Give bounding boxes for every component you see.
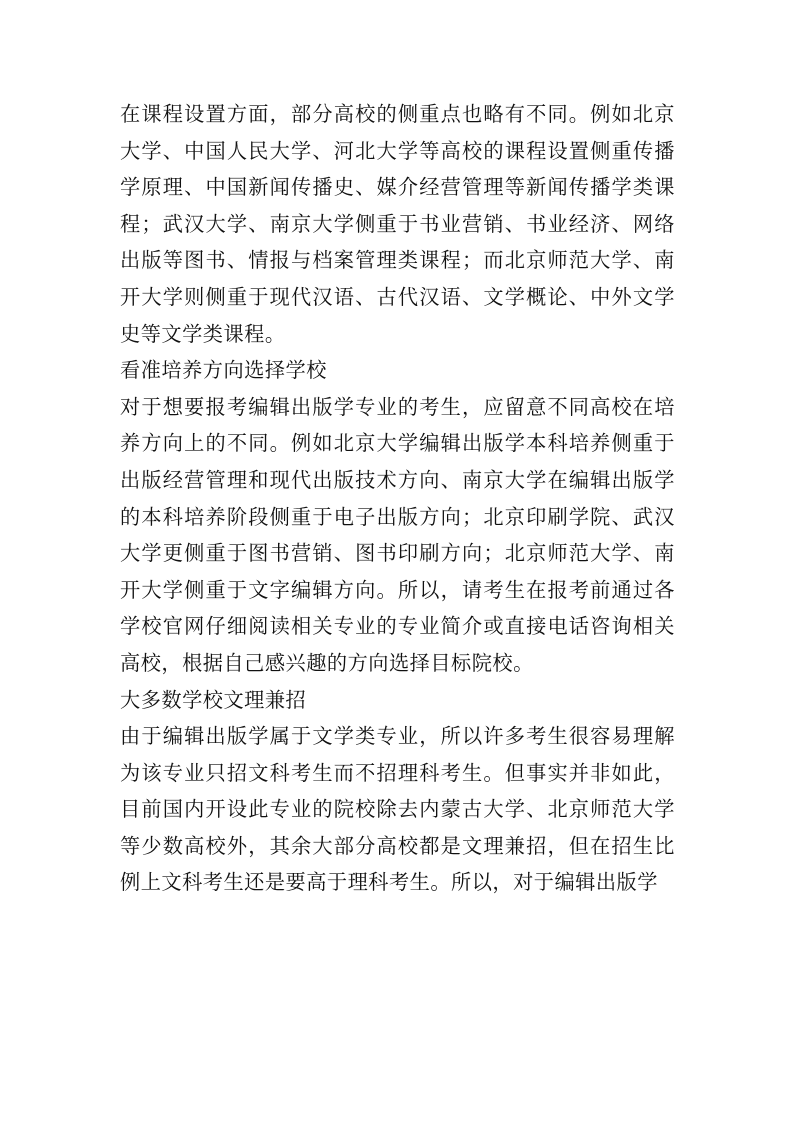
paragraph-training-direction: 对于想要报考编辑出版学专业的考生，应留意不同高校在培养方向上的不同。例如北京大学编辑出版学本科培养侧重于出版经营管理和现代出版技术方向、南京大学在编辑出版学的本科培养阶段侧重于电子出版方向；北京印刷学院、武汉大学更侧重于图书营销、图书印刷方向；北京师范大学、南开大学侧重于文字编辑方向。所以，请考生在报考前通过各学校官网仔细阅读相关专业的专业简介或直接电话咨询相关高校，根据自己感兴趣的方向选择目标院校。 <box>120 394 675 675</box>
paragraph-course-settings: 在课程设置方面，部分高校的侧重点也略有不同。例如北京大学、中国人民大学、河北大学等高校的课程设置侧重传播学原理、中国新闻传播史、媒介经营管理等新闻传播学类课程；武汉大学、南京大学侧重于书业营销、书业经济、网络出版等图书、情报与档案管理类课程；而北京师范大学、南开大学则侧重于现代汉语、古代汉语、文学概论、中外文学史等文学类课程。 <box>120 102 675 346</box>
section-heading-training-direction: 看准培养方向选择学校 <box>120 358 327 383</box>
section-heading-arts-science-admission: 大多数学校文理兼招 <box>120 687 307 712</box>
document-page <box>120 96 675 901</box>
paragraph-arts-science-admission: 由于编辑出版学属于文学类专业，所以许多考生很容易理解为该专业只招文科考生而不招理科考生。但事实并非如此，目前国内开设此专业的院校除去内蒙古大学、北京师范大学等少数高校外，其余大部分高校都是文理兼招，但在招生比例上文科考生还是要高于理科考生。所以，对于编辑出版学 <box>120 724 675 895</box>
